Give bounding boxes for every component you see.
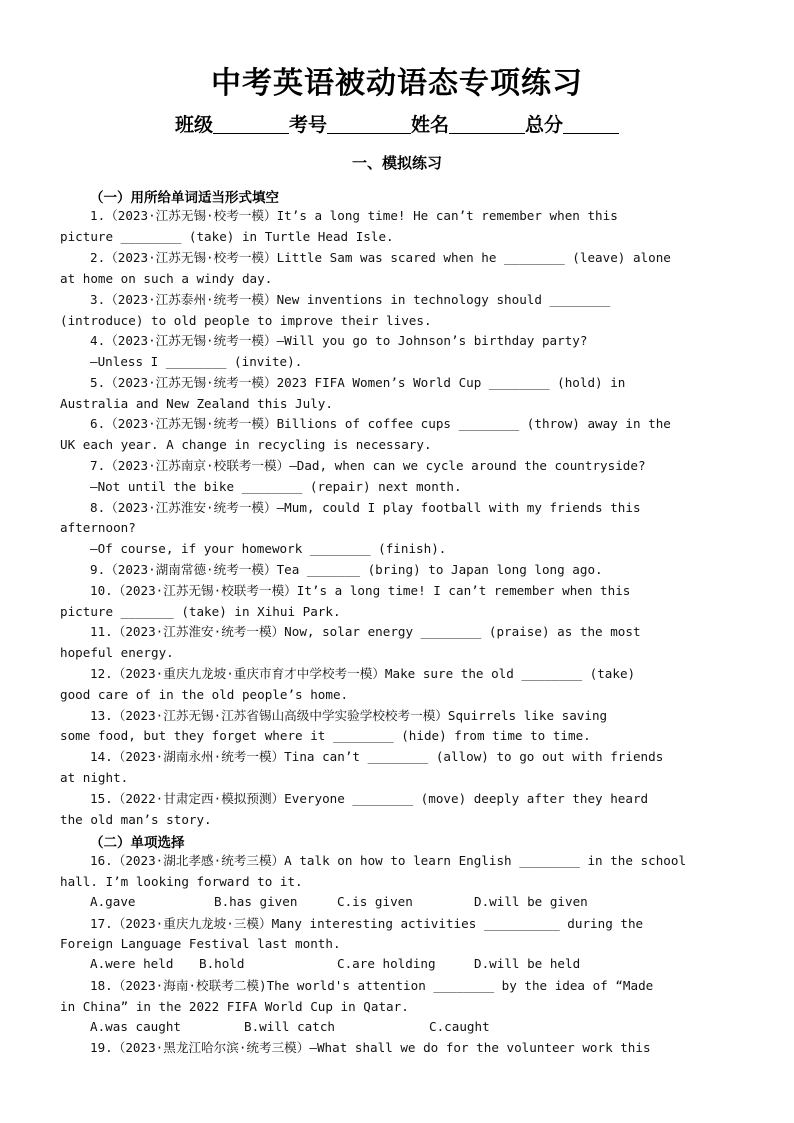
question-line: picture _______ (take) in Xihui Park. [60, 604, 341, 619]
name-label: 姓名 [411, 114, 450, 136]
question-line: 3.（2023·江苏泰州·统考一模）New inventions in technology should ________ [90, 292, 611, 307]
question-line: 9.（2023·湖南常德·统考一模）Tea _______ (bring) to Japan long long ago. [90, 562, 603, 577]
question-line: 17.（2023·重庆九龙坡·三模）Many interesting activities __________ during the [90, 916, 644, 931]
question-line: afternoon? [60, 520, 136, 535]
class-label: 班级 [174, 114, 213, 136]
question-line: 12.（2023·重庆九龙坡·重庆市育才中学校考一模）Make sure the old ________ (take) [90, 666, 636, 681]
question-line: 18.（2023·海南·校联考二模)The world's attention ________ by the idea of “Made [90, 978, 654, 993]
question-line: 15.（2022·甘肃定西·模拟预测）Everyone ________ (move) deeply after they heard [90, 791, 649, 806]
question-line: 2.（2023·江苏无锡·校考一模）Little Sam was scared when he ________ (leave) alone [90, 250, 671, 265]
question-line: 19.（2023·黑龙江哈尔滨·统考三模）—What shall we do for the volunteer work this [90, 1040, 651, 1055]
score-label: 总分 [525, 114, 564, 136]
question-line: 13.（2023·江苏无锡·江苏省锡山高级中学实验学校校考一模）Squirrels like saving [90, 708, 608, 723]
q16-option-a[interactable]: A.gave [90, 894, 136, 909]
exam-number-label: 考号 [288, 114, 327, 136]
exam-number-blank[interactable] [327, 114, 411, 134]
question-line: in China” in the 2022 FIFA World Cup in Qatar. [60, 999, 409, 1014]
question-line: 16.（2023·湖北孝感·统考三模）A talk on how to learn English ________ in the school [90, 853, 687, 868]
question-line: Foreign Language Festival last month. [60, 936, 341, 951]
question-line: 6.（2023·江苏无锡·统考一模）Billions of coffee cups ________ (throw) away in the [90, 416, 671, 431]
question-line: 8.（2023·江苏淮安·统考一模）—Mum, could I play football with my friends this [90, 500, 641, 515]
question-line: 5.（2023·江苏无锡·统考一模）2023 FIFA Women’s World Cup ________ (hold) in [90, 375, 626, 390]
q16-option-c[interactable]: C.is given [337, 894, 413, 909]
q16-option-d[interactable]: D.will be given [474, 894, 588, 909]
question-line: UK each year. A change in recycling is necessary. [60, 437, 432, 452]
q18-option-c[interactable]: C.caught [429, 1019, 490, 1034]
question-line: 7.（2023·江苏南京·校联考一模）—Dad, when can we cycle around the countryside? [90, 458, 646, 473]
part-one-heading: （一）用所给单词适当形式填空 [90, 190, 279, 206]
question-line: 11.（2023·江苏淮安·统考一模）Now, solar energy ________ (praise) as the most [90, 624, 641, 639]
q17-option-b[interactable]: B.hold [199, 956, 245, 971]
question-line: (introduce) to old people to improve their lives. [60, 313, 432, 328]
student-info-line [0, 110, 794, 137]
question-line: —Unless I ________ (invite). [90, 354, 303, 369]
question-line: 14.（2023·湖南永州·统考一模）Tina can’t ________ (allow) to go out with friends [90, 749, 664, 764]
score-blank[interactable] [563, 114, 619, 134]
question-line: at night. [60, 770, 129, 785]
q17-option-d[interactable]: D.will be held [474, 956, 581, 971]
page-title: 中考英语被动语态专项练习 [211, 66, 583, 101]
section-heading: 一、模拟练习 [351, 154, 442, 172]
question-line: picture ________ (take) in Turtle Head Isle. [60, 229, 394, 244]
question-line: Australia and New Zealand this July. [60, 396, 333, 411]
question-line: the old man’s story. [60, 812, 212, 827]
question-line: —Of course, if your homework ________ (finish). [90, 541, 447, 556]
q17-option-a[interactable]: A.were held [90, 956, 174, 971]
q17-option-c[interactable]: C.are holding [337, 956, 436, 971]
question-line: 1.（2023·江苏无锡·校考一模）It’s a long time! He can’t remember when this [90, 208, 618, 223]
name-blank[interactable] [449, 114, 525, 134]
part-two-heading: （二）单项选择 [90, 835, 185, 851]
question-line: some food, but they forget where it ________ (hide) from time to time. [60, 728, 591, 743]
question-line: 4.（2023·江苏无锡·统考一模）—Will you go to Johnson’s birthday party? [90, 333, 588, 348]
class-blank[interactable] [213, 114, 289, 134]
question-line: at home on such a windy day. [60, 271, 273, 286]
question-line: —Not until the bike ________ (repair) next month. [90, 479, 462, 494]
q18-option-a[interactable]: A.was caught [90, 1019, 181, 1034]
question-line: 10.（2023·江苏无锡·校联考一模）It’s a long time! I can’t remember when this [90, 583, 631, 598]
q18-option-b[interactable]: B.will catch [244, 1019, 335, 1034]
question-line: hall. I’m looking forward to it. [60, 874, 303, 889]
question-line: hopeful energy. [60, 645, 174, 660]
question-line: good care of in the old people’s home. [60, 687, 349, 702]
q16-option-b[interactable]: B.has given [214, 894, 298, 909]
